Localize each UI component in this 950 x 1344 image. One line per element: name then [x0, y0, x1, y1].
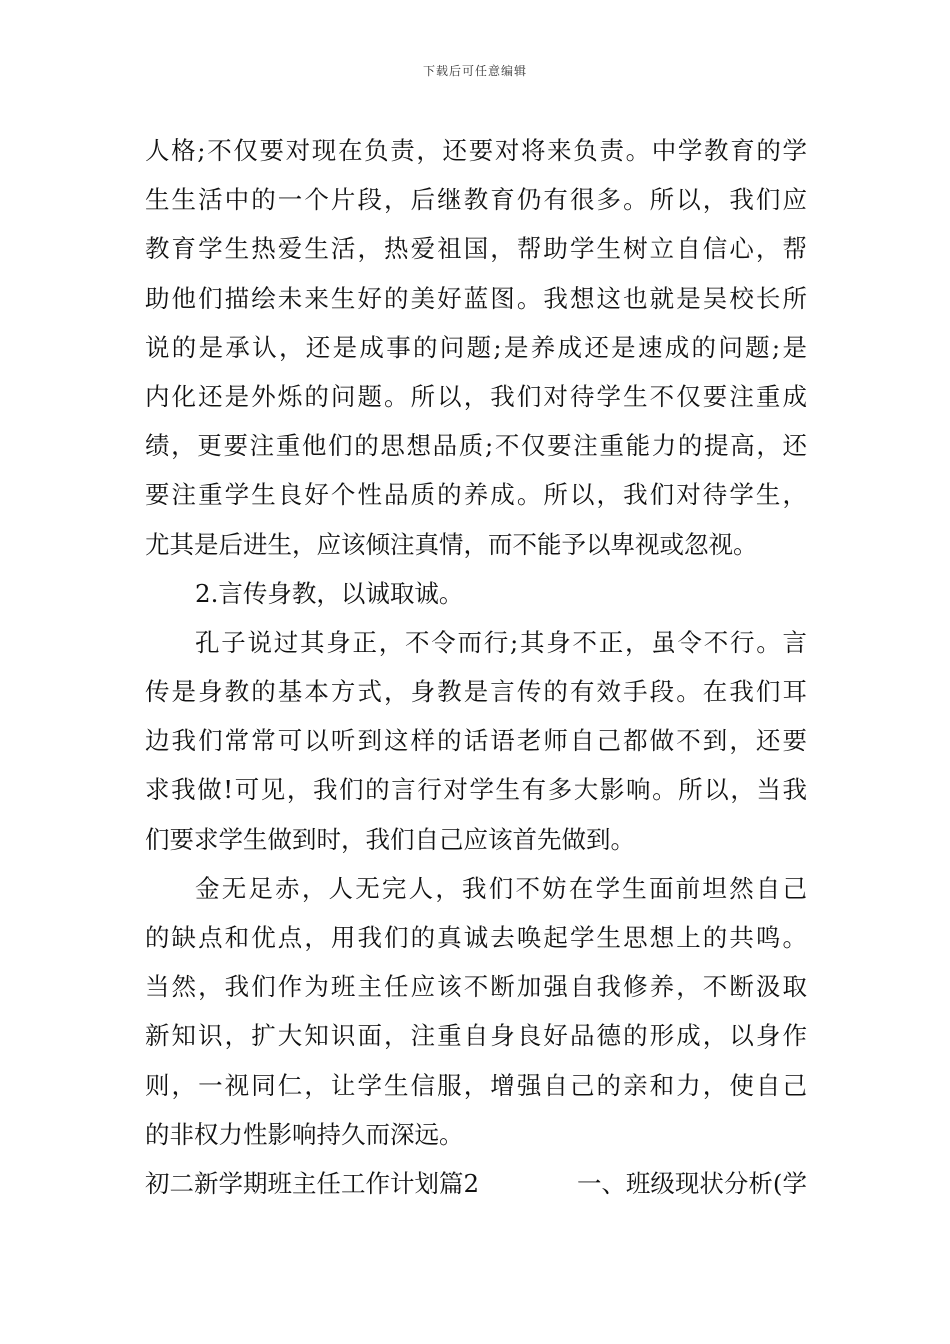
text-line: 金无足赤，人无完人，我们不妨在学生面前坦然自己 [195, 873, 807, 903]
text-line: 新知识，扩大知识面，注重自身良好品德的形成，以身作 [145, 1021, 807, 1051]
section-heading [145, 1159, 807, 1208]
paragraph-2 [145, 569, 807, 618]
list-item-heading: 2.言传身教，以诚取诚。 [195, 578, 464, 608]
text-line: 绩，更要注重他们的思想品质;不仅要注重能力的提高，还 [145, 431, 807, 461]
text-line: 说的是承认，还是成事的问题;是养成还是速成的问题;是 [145, 332, 807, 362]
paragraph-1 [145, 126, 807, 569]
header-note: 下载后可任意编辑 [422, 64, 527, 78]
text-line: 内化还是外烁的问题。所以，我们对待学生不仅要注重成 [145, 381, 807, 411]
text-line: 们要求学生做到时，我们自己应该首先做到。 [145, 824, 635, 854]
text-line: 当然，我们作为班主任应该不断加强自我修养，不断汲取 [145, 972, 807, 1002]
text-line: 的非权力性影响持久而深远。 [145, 1119, 464, 1149]
text-line: 求我做!可见，我们的言行对学生有多大影响。所以，当我 [145, 775, 807, 805]
section-title: 初二新学期班主任工作计划篇2 [145, 1168, 480, 1198]
text-line: 生生活中的一个片段，后继教育仍有很多。所以，我们应 [145, 185, 807, 215]
text-line: 孔子说过其身正，不令而行;其身不正，虽令不行。言 [195, 627, 807, 657]
body-text [145, 126, 807, 1208]
paragraph-3 [145, 618, 807, 864]
text-line: 的缺点和优点，用我们的真诚去唤起学生思想上的共鸣。 [145, 923, 807, 952]
paragraph-4 [145, 864, 807, 1159]
text-line: 助他们描绘未来生好的美好蓝图。我想这也就是吴校长所 [145, 283, 807, 313]
text-line: 要注重学生良好个性品质的养成。所以，我们对待学生， [145, 480, 807, 510]
text-line: 则，一视同仁，让学生信服，增强自己的亲和力，使自己 [145, 1070, 807, 1100]
section-subtitle: 一、班级现状分析(学 [576, 1168, 807, 1198]
text-line: 教育学生热爱生活，热爱祖国，帮助学生树立自信心，帮 [145, 234, 807, 264]
text-line: 边我们常常可以听到这样的话语老师自己都做不到，还要 [145, 726, 807, 756]
text-line: 尤其是后进生，应该倾注真情，而不能予以卑视或忽视。 [145, 529, 758, 559]
text-line: 传是身教的基本方式，身教是言传的有效手段。在我们耳 [145, 677, 807, 707]
text-line: 人格;不仅要对现在负责，还要对将来负责。中学教育的学 [145, 136, 807, 165]
